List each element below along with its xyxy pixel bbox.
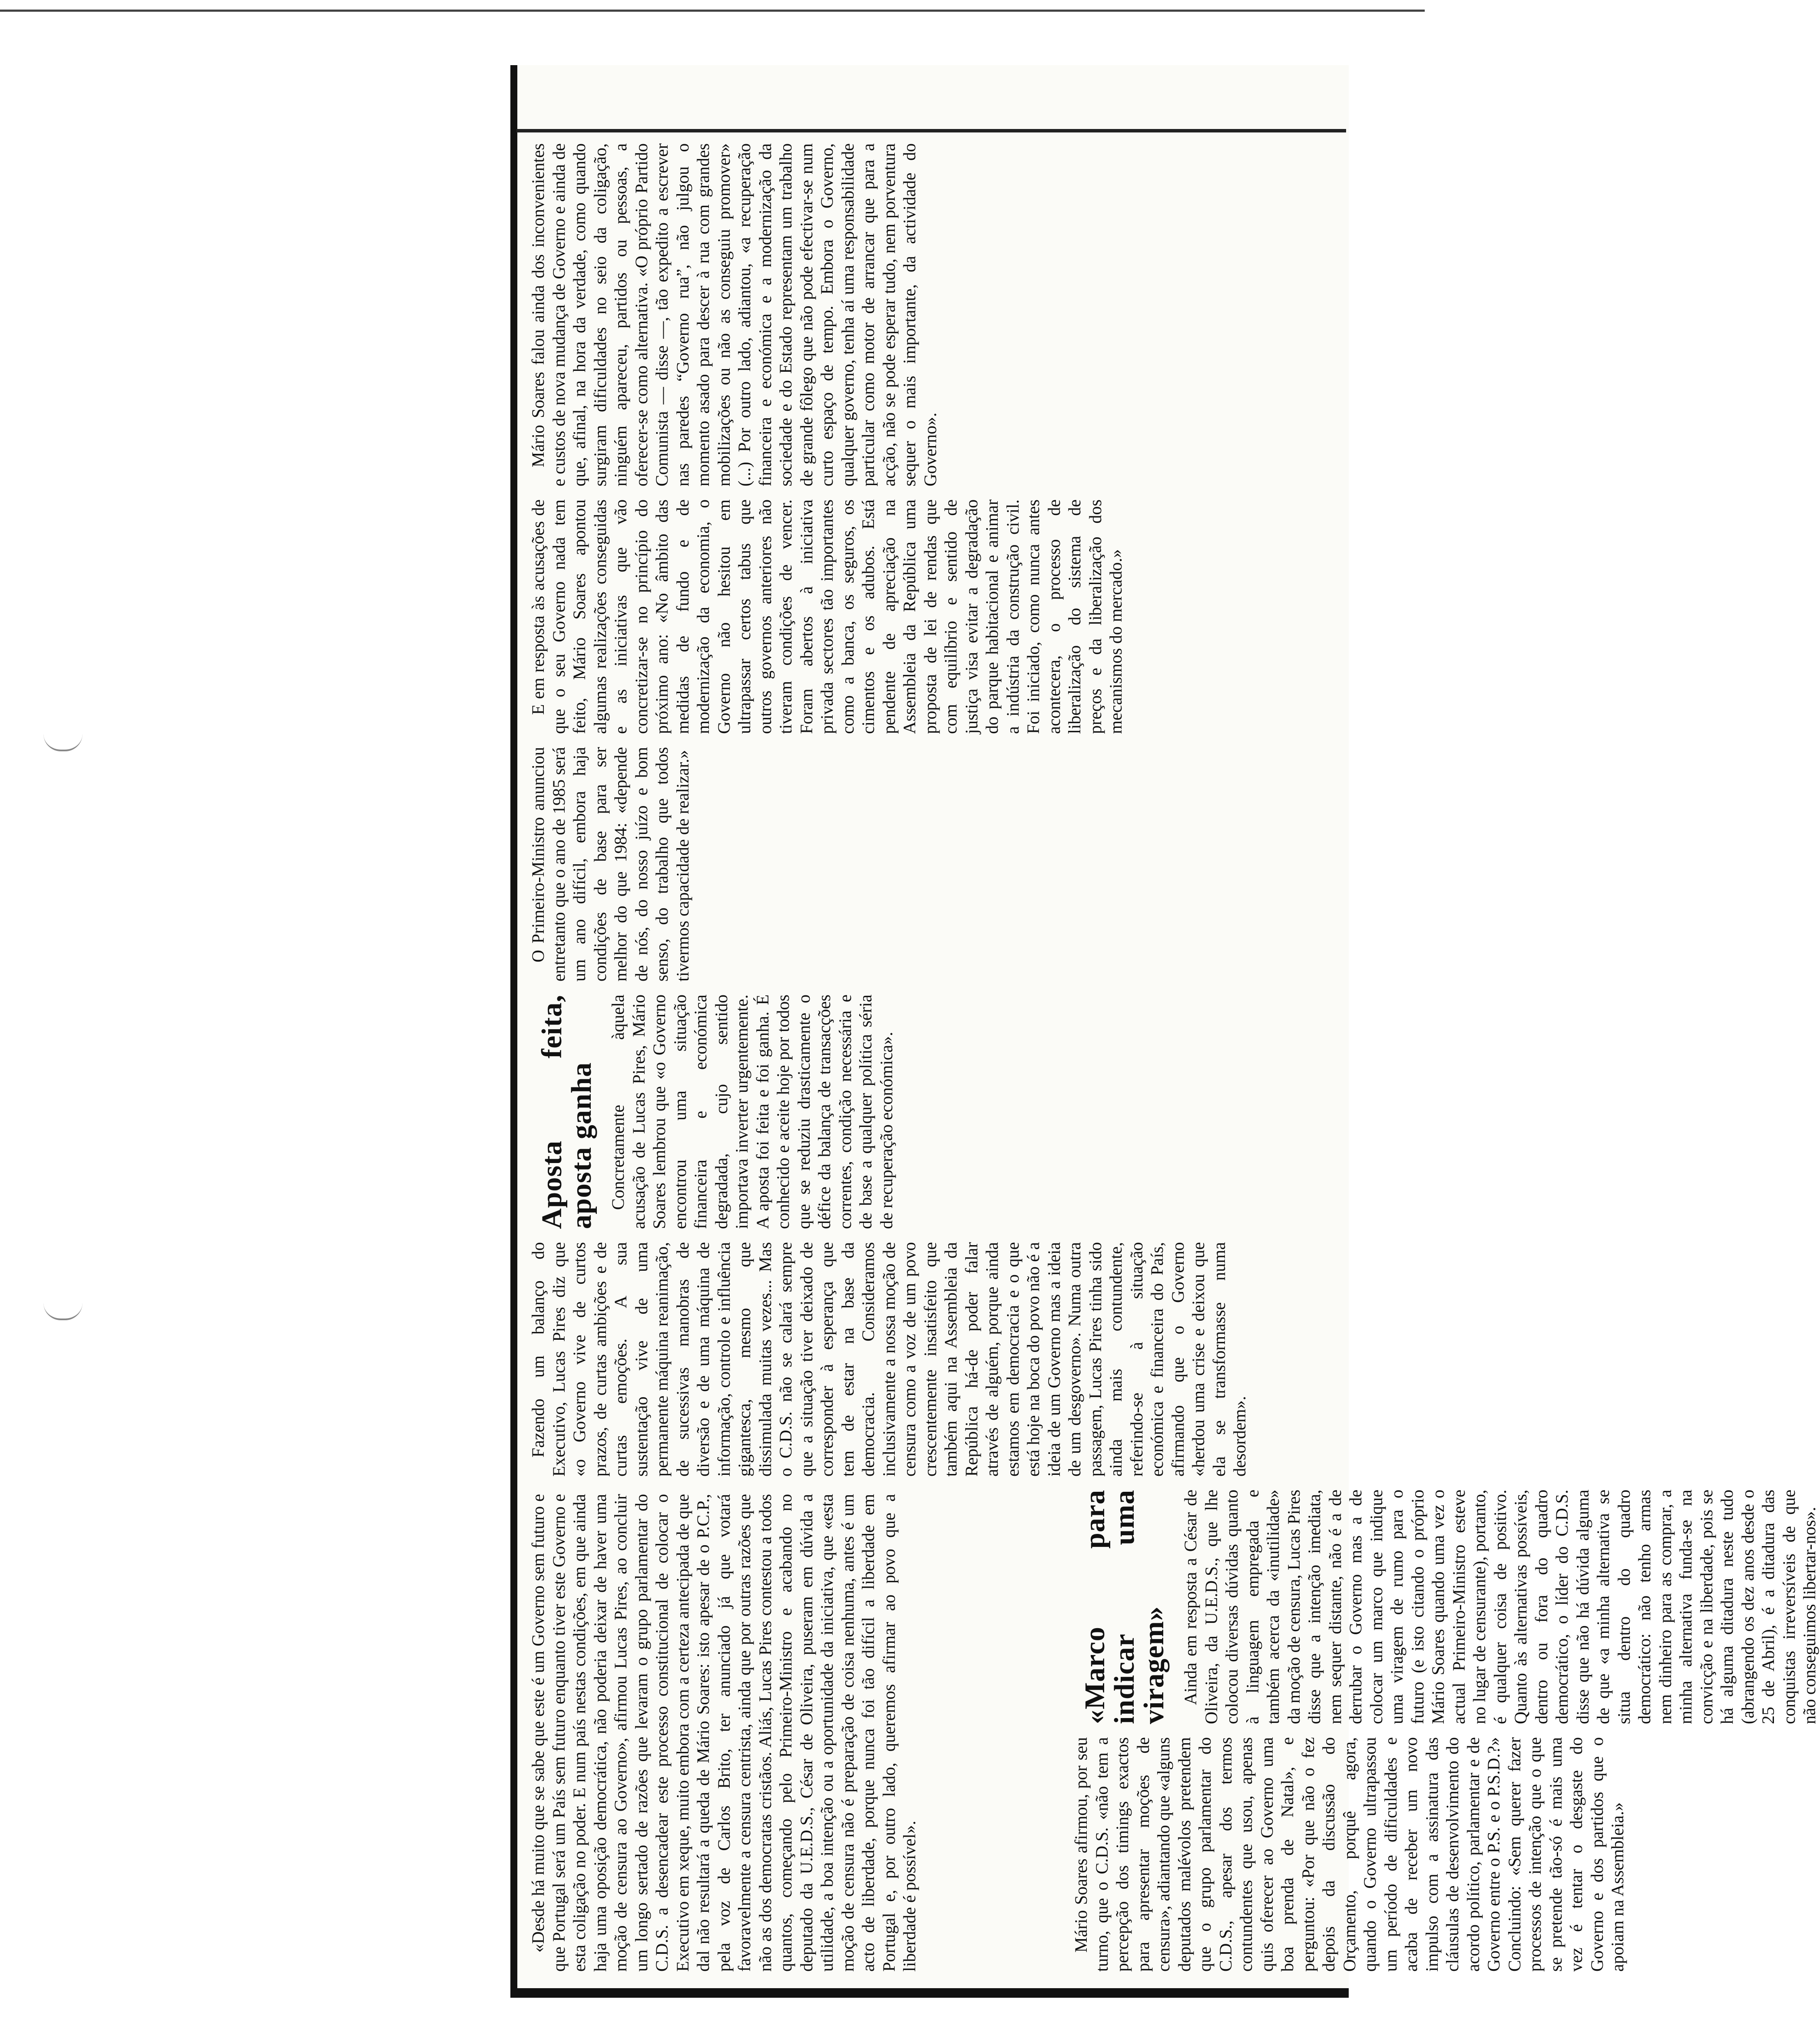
paragraph: «Desde há muito que se sabe que este é um Governo sem futuro e que Portugal será um País sem futuro enquanto tiver este Governo e esta coligação no poder. E num país nestas condições, em que ainda haja uma oposição democrática, não poderia deixar de haver uma moção de censura ao Governo», afirmou Lucas Pires, ao concluir um longo sertado de razões que levaram o grupo parlamentar do C.D.S. a desencadear este processo constitucional de colocar o Executivo em xeque, muito embora com a certeza antecipada de que dal não resultará a queda de Mário Soares: isto apesar de o P.C.P., pela voz de Carlos Brito, ter anunciado já que votará favoravelmente a censura centrista, ainda que por outras razões que não as dos democratas cristãos. Aliás, Lucas Pires contestou a todos quantos, começando pelo Primeiro-Ministro e acabando no deputado da U.E.D.S., César de Oliveira, puseram em dúvida a utilidade, a boa intenção ou a oportunidade da iniciativa, que «esta moção de censura não é preparação de coisa nenhuma, antes é um acto de liberdade, porque nunca foi tão difícil a liberdade em Portugal e, por outro lado, queremos afirmar ao povo que a liberdade é possível».	[528, 1494, 919, 1972]
article-column	[528, 1494, 1062, 1972]
article-column	[528, 995, 1340, 1229]
subheading: «Marco para indicar uma viragem»	[1079, 1490, 1170, 1724]
fold-mark	[43, 1303, 83, 1320]
paragraph: Ainda em resposta a César de Oliveira, da U.E.D.S., que lhe colocou diversas dúvidas quanto à linguagem empregada e também acerca da «inutilidade» da moção de censura, Lucas Pires disse que a intenção imediata, nem sequer distante, não é a de derrubar o Governo mas a de colocar um marco que indique uma viragem de rumo para o futuro (e isto citando o próprio Mário Soares quando uma vez o actual Primeiro-Ministro esteve no lugar de censurante), portanto, é qualquer coisa de positivo. Quanto às alternativas possíveis, dentro ou fora do quadro democrático, o líder do C.D.S. disse que não há dúvida alguma de que «a minha alternativa se situa dentro do quadro democrático: não tenho armas nem dinheiro para as comprar, a minha alternativa funda-se na convicção e na liberdade, pois se há alguma ditadura neste tudo (abrangendo os dez anos desde o 25 de Abril), é a ditadura das conquistas irreversíveis de que não conseguimos libertar-nos».	[1181, 1490, 1819, 1724]
newspaper-clipping	[510, 65, 1819, 1998]
paragraph: O Primeiro-Ministro anunciou entretanto que o ano de 1985 será um ano difícil, embora haja condições de base para ser melhor do que 1984: «depende de nós, do nosso juízo e bom senso, do trabalho que todos tivermos capacidade de realizar.»	[528, 747, 692, 981]
article-column	[1071, 1490, 1819, 1724]
fold-mark	[43, 734, 83, 751]
article-column	[528, 499, 1340, 734]
paragraph: Mário Soares afirmou, por seu turno, que o C.D.S. «não tem a percepção dos timings exactos para apresentar moções de censura», adiantando que «alguns deputados malévolos pretendem que o grupo parlamentar do C.D.S., apesar dos termos contundentes que usou, apenas quis oferecer ao Governo uma boa prenda de Natal», e perguntou: «Por que não o fez depois da discussão do Orçamento, porquê agora, quando o Governo ultrapassou um período de dificuldades e acaba de receber um novo impulso com a assinatura das cláusulas de desenvolvimento do acordo político, parlamentar e de Governo entre o P.S. e o P.S.D.?» Concluindo: «Sem querer fazer processos de intenção que o que se pretende tão-só é mais uma vez é tentar o desgaste do Governo e dos partidos que o apoiam na Assembleia.»	[1071, 1737, 1627, 1972]
clipping-border-rule	[510, 65, 517, 1998]
article-column	[528, 1242, 1340, 1477]
column-divider-rule	[516, 129, 1346, 132]
paragraph: Fazendo um balanço do Executivo, Lucas Pires diz que «o Governo vive de curtos prazos, de curtas ambições e de curtas emoções. A sua sustentação vive de uma permanente máquina reanimação, de sucessivas manobras de diversão e de uma máquina de informação, controlo e influência gigantesca, mesmo que dissimulada muitas vezes... Mas o C.D.S. não se calará sempre que a situação tiver deixado de corresponder à esperança que tem de estar na base da democracia. Consideramos inclusivamente a nossa moção de censura como a voz de um povo crescentemente insatisfeito que também aqui na Assembleia da República há-de poder falar através de alguém, porque ainda estamos em democracia e o que está hoje na boca do povo não é a ideia de um Governo mas a ideia de um desgoverno». Numa outra passagem, Lucas Pires tinha sido ainda mais contundente, referindo-se à situação económica e financeira do País, afirmando que o Governo «herdou uma crise e deixou que ela se transformasse numa desordem».	[528, 1242, 1249, 1477]
article-column	[528, 143, 1340, 486]
paragraph: E em resposta às acusações de que o seu Governo nada tem feito, Mário Soares apontou algumas realizações conseguidas e as iniciativas que vão concretizar-se no princípio do próximo ano: «No âmbito das medidas de fundo e de modernização da economia, o Governo não hesitou em ultrapassar certos tabus que outros governos anteriores não tiveram condições de vencer. Foram abertos à iniciativa privada sectores tão importantes como a banca, os seguros, os cimentos e os adubos. Está pendente de apreciação na Assembleia da República uma proposta de lei de rendas que com equilíbrio e sentido de justiça visa evitar a degradação do parque habitacional e animar a indústria da construção civil. Foi iniciado, como nunca antes acontecera, o processo de liberalização do sistema de preços e da liberalização dos mecanismos do mercado.»	[528, 499, 1125, 734]
article-column	[528, 747, 1340, 981]
article-column	[1071, 1737, 1627, 1972]
clipping-border-rule	[510, 1988, 1349, 1998]
scan-top-line	[0, 10, 1425, 12]
paragraph: Mário Soares falou ainda dos inconvenientes e custos de nova mudança de Governo e ainda de que, afinal, na hora da verdade, como quando surgiram dificuldades no seio da coligação, ninguém apareceu, partidos ou pessoas, a oferecer-se como alternativa. «O próprio Partido Comunista — disse —, tão expedito a escrever nas paredes “Governo rua”, não julgou o momento asado para descer à rua com grandes mobilizações ou não as conseguiu promover» (...) Por outro lado, adiantou, «a recuperação financeira e económica e a modernização da sociedade e do Estado representam um trabalho de grande fôlego que não pode efectivar-se num curto espaço de tempo. Embora o Governo, qualquer governo, tenha aí uma responsabilidade particular como motor de arrancar que para a acção, não se pode esperar tudo, nem porventura sequer o mais importante, da actividade do Governo».	[528, 143, 940, 486]
paragraph: Concretamente àquela acusação de Lucas Pires, Mário Soares lembrou que «o Governo encontrou uma situação financeira e económica degradada, cujo sentido importava inverter urgentemente. A aposta foi feita e foi ganha. É conhecido e aceite hoje por todos que se reduziu drasticamente o défice da balança de transacções correntes, condição necessária e de base a qualquer política séria de recuperação económica».	[608, 995, 896, 1229]
subheading: Aposta feita, aposta ganha	[536, 995, 597, 1229]
